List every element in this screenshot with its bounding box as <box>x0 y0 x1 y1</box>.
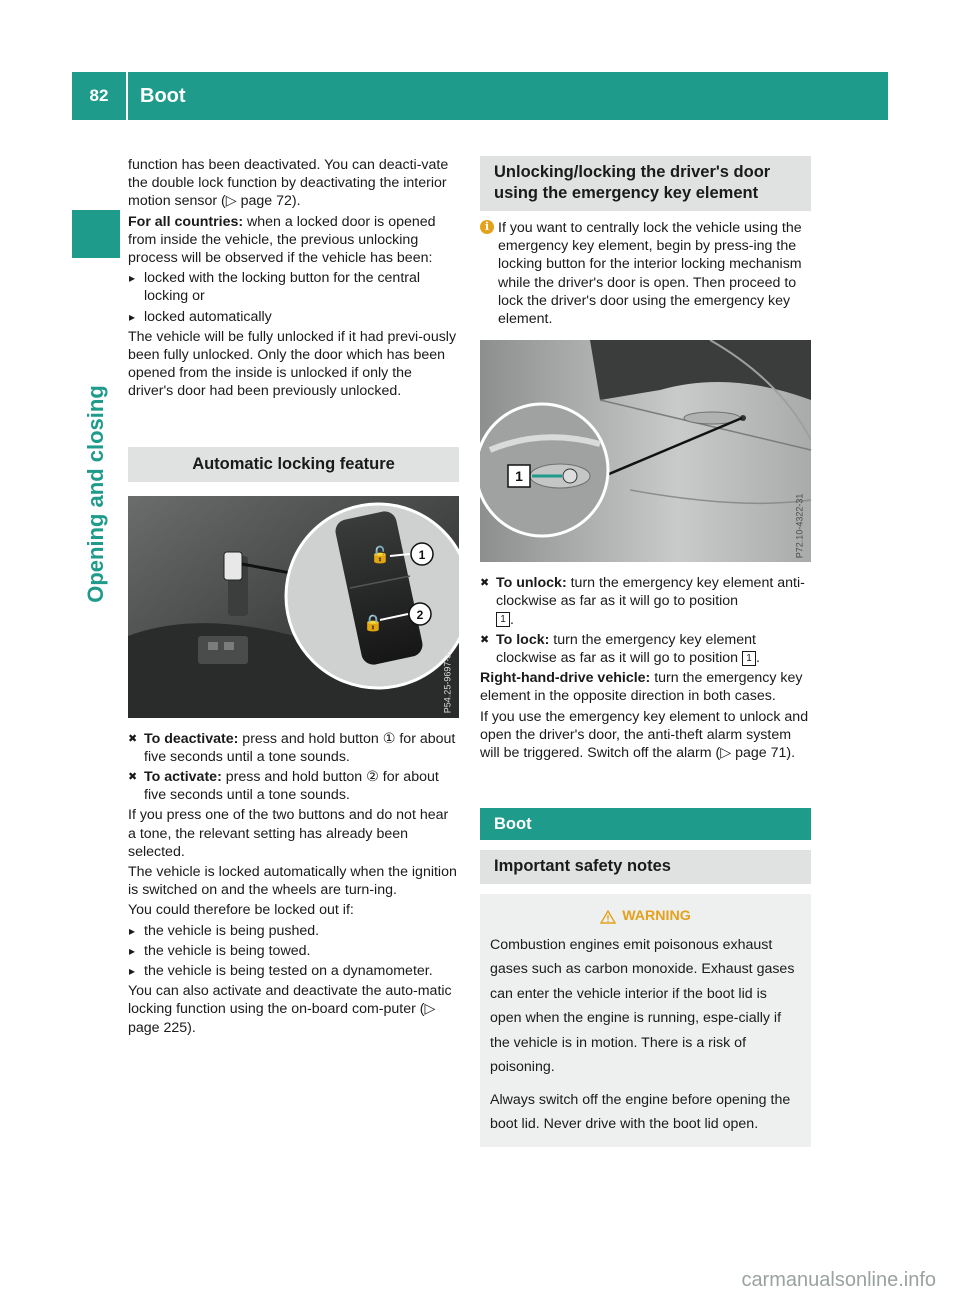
warning-box <box>480 894 811 1147</box>
side-tab-marker <box>72 210 120 258</box>
position-marker: 1 <box>742 651 756 666</box>
door-panel-illustration <box>128 496 459 718</box>
left-column <box>128 156 459 1039</box>
list-item: ▸ locked automatically <box>128 308 459 326</box>
instruction-step: ✖ To unlock: turn the emergency key element anti-clockwise as far as it will go to position 1 . <box>480 574 811 629</box>
page-title: Boot <box>140 84 186 107</box>
warning-text: Always switch off the engine before opening the boot lid. Never drive with the boot lid open. <box>490 1091 791 1133</box>
body-paragraph: You could therefore be locked out if: <box>128 902 354 919</box>
list-item: ▸ locked with the locking button for the central locking or <box>128 269 459 305</box>
body-paragraph: The vehicle is locked automatically when the ignition is switched on and the wheels are turn-ing. <box>128 864 457 899</box>
door-switch-figure <box>128 496 459 718</box>
position-marker: 1 <box>496 612 510 627</box>
svg-text:🔒: 🔒 <box>363 612 383 632</box>
figure-code: P54.25-9697-31 <box>442 649 453 714</box>
info-icon: i <box>480 220 494 234</box>
body-paragraph: If you use the emergency key element to unlock and open the driver's door, the anti-theft alarm system will be triggered. Switch off the alarm (▷ page 71). <box>480 708 809 762</box>
warning-icon <box>600 910 616 924</box>
list-item: ▸ the vehicle is being towed. <box>128 942 459 960</box>
body-paragraph: Right-hand-drive vehicle: turn the emergency key element in the opposite direction in both cases. <box>480 670 803 705</box>
section-heading-emergency-key: Unlocking/locking the driver's door using the emergency key element <box>480 156 811 211</box>
page-number: 82 <box>89 86 109 105</box>
header-bar <box>72 72 888 120</box>
header-divider <box>126 72 128 120</box>
right-column <box>480 156 811 1147</box>
figure-code: P72.10-4322-31 <box>794 493 805 559</box>
warning-title: WARNING <box>490 904 801 929</box>
info-note: i If you want to centrally lock the vehicle using the emergency key element, begin by press-ing the locking button for the interior locking mechanism while the driver's door is open. Then proceed to lock the driver's door using the emergency key element. <box>480 219 811 328</box>
footer-watermark: carmanualsonline.info <box>741 1269 936 1291</box>
section-heading-boot: Boot <box>480 808 811 840</box>
instruction-step: ✖ To deactivate: press and hold button ① for about five seconds until a tone sounds. <box>128 730 459 766</box>
instruction-step: ✖ To activate: press and hold button ② for about five seconds until a tone sounds. <box>128 768 459 804</box>
intro-paragraph: function has been deactivated. You can deacti-vate the double lock function by deactivating the interior motion sensor (▷ page 72). <box>128 157 449 210</box>
section-heading-automatic-locking: Automatic locking feature <box>128 447 459 482</box>
svg-text:1: 1 <box>418 547 426 562</box>
all-countries-paragraph: For all countries: when a locked door is opened from inside the vehicle, the previous unlocking process will be observed if the vehicle has been: <box>128 213 436 267</box>
figure-callout: 1 <box>515 468 523 485</box>
instruction-step: ✖ To lock: turn the emergency key element clockwise as far as it will go to position 1 . <box>480 631 811 667</box>
svg-text:2: 2 <box>416 607 424 622</box>
unlock-paragraph: The vehicle will be fully unlocked if it had previ-ously been fully unlocked. Only the door which has been opened from the inside is unlocked if only the driver's door had been previously unlocked. <box>128 328 457 400</box>
warning-text: Combustion engines emit poisonous exhaust gases such as carbon monoxide. Exhaust gases can enter the vehicle interior if the boot lid is open when the engine is running, espe-cially if the vehicle is in motion. There is a risk of poisoning. <box>490 936 795 1076</box>
body-paragraph: If you press one of the two buttons and do not hear a tone, the relevant setting has already been selected. <box>128 807 449 860</box>
section-heading-safety-notes: Important safety notes <box>480 850 811 884</box>
body-paragraph: You can also activate and deactivate the auto-matic locking function using the on-board com-puter (▷ page 225). <box>128 983 452 1036</box>
door-handle-illustration <box>480 340 811 562</box>
list-item: ▸ the vehicle is being pushed. <box>128 922 459 940</box>
door-handle-figure <box>480 340 811 562</box>
side-chapter-label: Opening and closing <box>83 385 108 603</box>
list-item: ▸ the vehicle is being tested on a dynamometer. <box>128 962 459 980</box>
svg-text:🔓: 🔓 <box>370 544 390 564</box>
